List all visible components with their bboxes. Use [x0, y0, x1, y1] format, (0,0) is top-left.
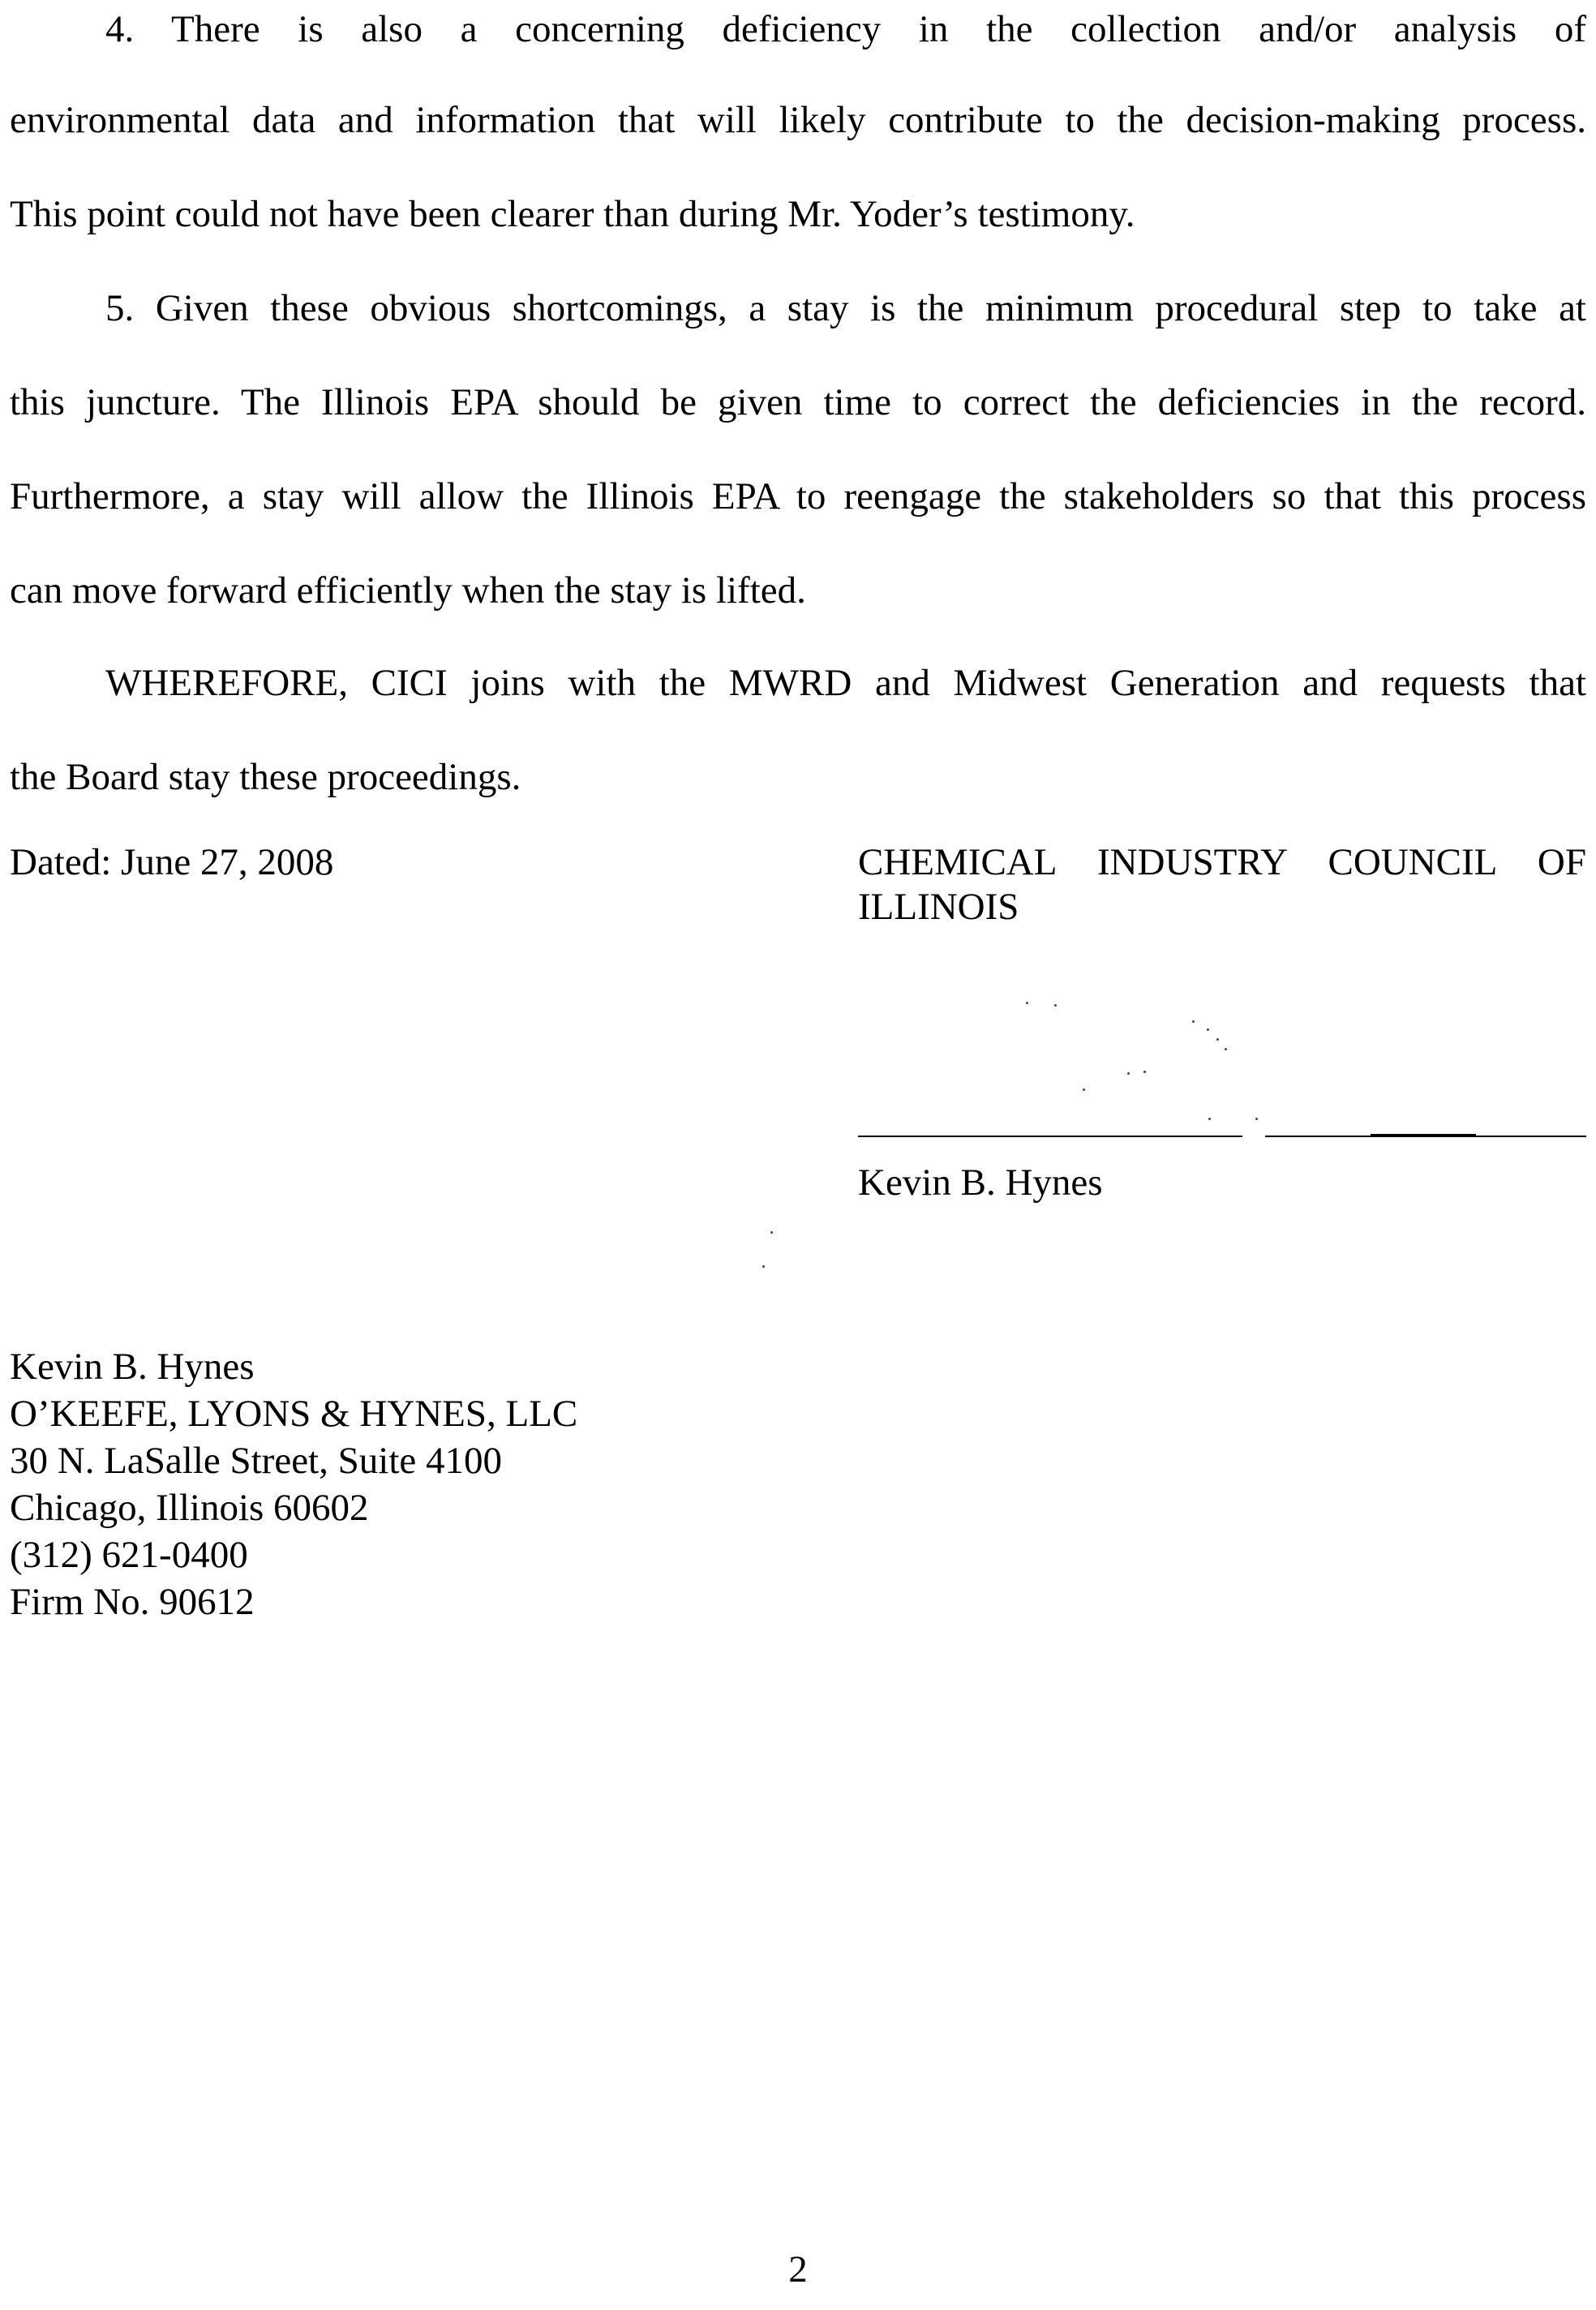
paragraph-5-line-3: Furthermore, a stay will allow the Illinois EPA to reengage the stakeholders so that this process: [10, 475, 1586, 517]
paragraph-5-line-1: 5. Given these obvious shortcomings, a stay is the minimum procedural step to take at: [105, 287, 1586, 329]
attorney-name: Kevin B. Hynes: [10, 1346, 255, 1388]
paragraph-4-line-1: 4. There is also a concerning deficiency in the collection and/or analysis of: [105, 8, 1586, 50]
law-firm-name: O’KEEFE, LYONS & HYNES, LLC: [10, 1393, 578, 1435]
wherefore-line-2: the Board stay these proceedings.: [10, 756, 521, 798]
attorney-address-block: [10, 1343, 577, 1625]
city-state-zip: Chicago, Illinois 60602: [10, 1487, 369, 1529]
paragraph-4-line-2: environmental data and information that will likely contribute to the decision-making process.: [10, 99, 1586, 141]
page-number: 2: [788, 2248, 808, 2291]
paragraph-4-line-3: This point could not have been clearer than during Mr. Yoder’s testimony.: [10, 193, 1135, 235]
phone-number: (312) 621-0400: [10, 1534, 248, 1576]
signature-organization-line-1: CHEMICAL INDUSTRY COUNCIL OF: [858, 841, 1586, 883]
signature-stroke: [1371, 1134, 1476, 1137]
firm-number: Firm No. 90612: [10, 1581, 255, 1623]
dated-line: Dated: June 27, 2008: [10, 841, 334, 883]
wherefore-line-1: WHEREFORE, CICI joins with the MWRD and Midwest Generation and requests that: [105, 662, 1586, 704]
paragraph-5-line-2: this juncture. The Illinois EPA should be given time to correct the deficiencies in the record.: [10, 381, 1586, 423]
signature-organization-line-2: ILLINOIS: [858, 886, 1019, 928]
signature-line-left: [858, 1136, 1242, 1137]
street-address: 30 N. LaSalle Street, Suite 4100: [10, 1440, 502, 1482]
signer-name: Kevin B. Hynes: [858, 1161, 1103, 1204]
paragraph-5-line-4: can move forward efficiently when the stay is lifted.: [10, 569, 806, 612]
